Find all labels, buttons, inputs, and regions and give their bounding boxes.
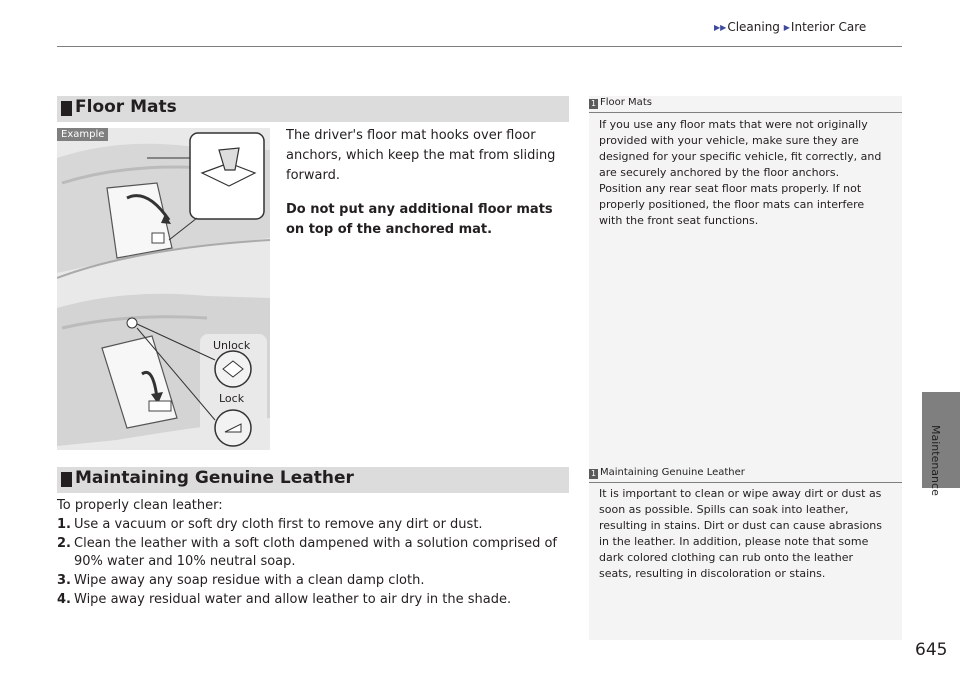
note-marker-icon: 1 [590,469,597,478]
step-text: Wipe away residual water and allow leather to air dry in the shade. [74,592,512,607]
note-rule [589,112,902,113]
step-number: 4. [57,592,71,607]
note-rule [589,482,902,483]
list-item [57,516,572,534]
breadcrumb-item-interior-care[interactable]: Interior Care [790,20,867,34]
note-heading-floor-mats [589,97,902,109]
list-item [57,535,572,571]
breadcrumb-arrow-icon: ▶▶ [714,23,727,32]
breadcrumb-item-cleaning[interactable]: Cleaning [727,20,780,34]
note-heading-text: Floor Mats [600,97,652,108]
step-number: 2. [57,536,71,551]
example-badge: Example [57,128,108,141]
chapter-label: Maintenance [929,425,942,496]
note-heading-text: Maintaining Genuine Leather [600,467,745,478]
leather-intro: To properly clean leather: [57,498,223,513]
section-title: Floor Mats [75,97,177,117]
header-rule [57,46,902,47]
step-text: Clean the leather with a soft cloth dampened with a solution comprised of 90% water and 10% neutral soap. [74,536,558,569]
list-item [57,591,572,609]
step-number: 3. [57,573,71,588]
note-paragraph: If you use any floor mats that were not originally provided with your vehicle, make sure they are designed for your specific vehicle, fit correctly, and are securely anchored by the floor anchors. [599,118,882,179]
note-paragraph: It is important to clean or wipe away dirt or dust as soon as possible. Spills can soak into leather, resulting in stains. Dirt or dust can cause abrasions in the leather. In addition, please note that some dark colored clothing can rub onto the leather seats, resulting in discoloration or stains. [599,487,883,580]
floor-mat-illustration [57,128,270,450]
square-bullet-icon [61,101,72,116]
list-item [57,572,572,590]
leather-steps [57,516,572,610]
step-number: 1. [57,517,71,532]
breadcrumb-arrow-icon: ▶ [783,23,790,32]
page-number: 645 [915,640,948,660]
note-heading-genuine-leather [589,467,902,479]
unlock-label: Unlock [213,339,251,352]
step-text: Wipe away any soap residue with a clean damp cloth. [74,573,425,588]
floor-mats-warning: Do not put any additional floor mats on top of the anchored mat. [286,202,553,237]
section-header-floor-mats [57,96,569,122]
lock-label: Lock [219,392,245,405]
note-paragraph: Position any rear seat floor mats properly. If not properly positioned, the floor mats can interfere with the front seat functions. [599,182,865,227]
square-bullet-icon [61,472,72,487]
breadcrumb [714,20,866,34]
floor-mats-body: The driver's floor mat hooks over floor anchors, which keep the mat from sliding forward. [286,128,556,183]
section-header-genuine-leather [57,467,569,493]
section-title: Maintaining Genuine Leather [75,468,354,488]
note-marker-icon: 1 [590,99,597,108]
step-text: Use a vacuum or soft dry cloth first to remove any dirt or dust. [74,517,483,532]
